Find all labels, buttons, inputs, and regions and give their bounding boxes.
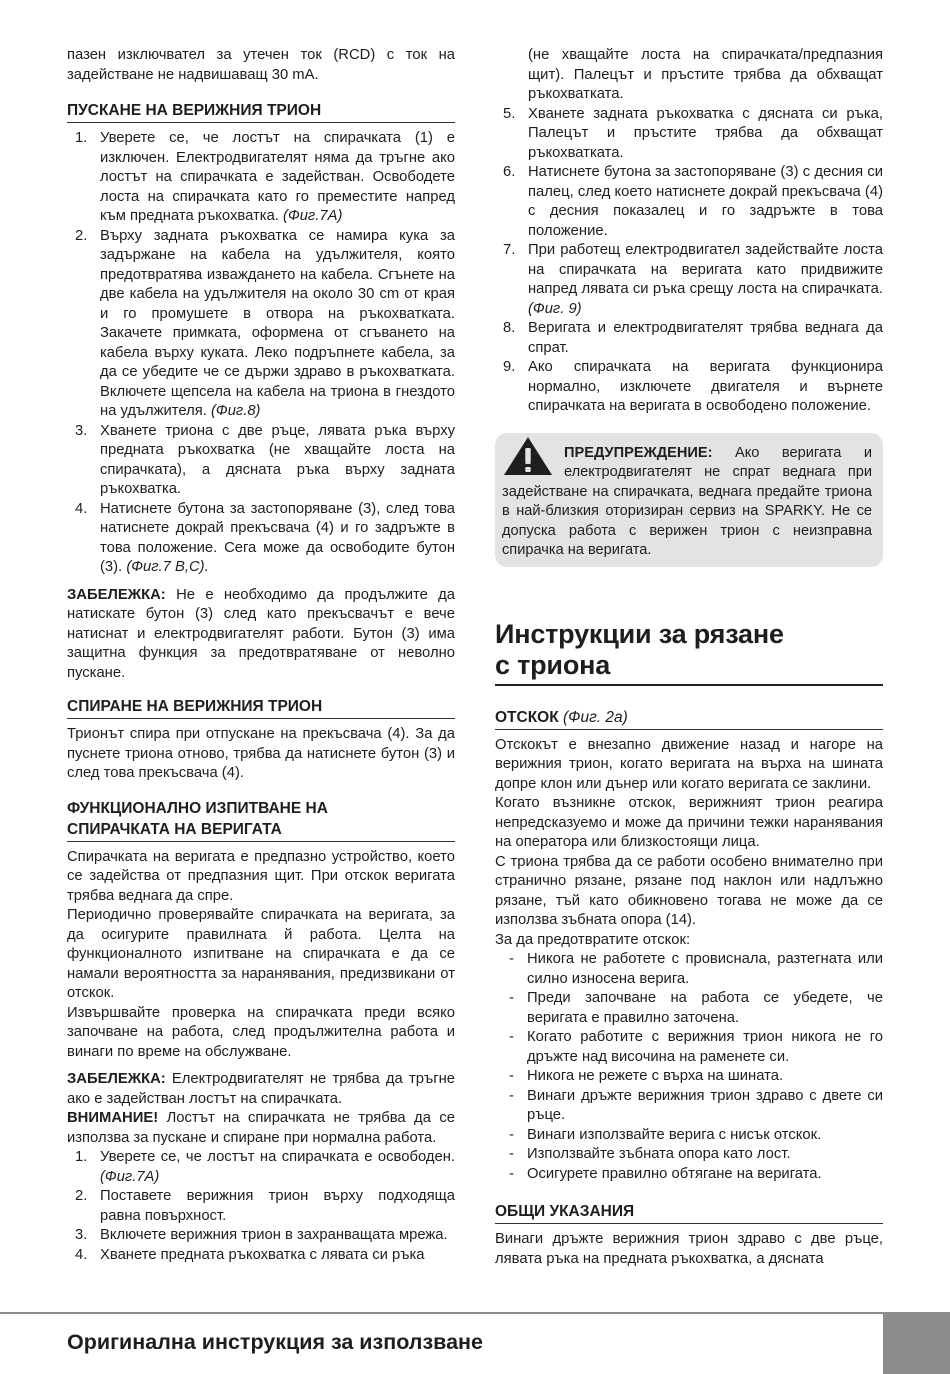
list-item-text: Хванете триона с две ръце, лявата ръка върху предната ръкохватка (не хващайте лоста на спирачката), а дясната ръка върху задната ръкохватка. (100, 422, 455, 497)
bullet-item (495, 989, 883, 1028)
section-title-cutting (495, 619, 883, 686)
list-item-number: 1. (75, 1149, 88, 1165)
list-item (495, 319, 883, 358)
heading-start-chainsaw: ПУСКАНЕ НА ВЕРИЖНИЯ ТРИОН (67, 101, 455, 123)
list-item-number: 4. (75, 1246, 88, 1263)
list-item-number: 6. (503, 164, 516, 180)
heading-kickback (495, 708, 883, 730)
list-item-text: Включете верижния трион в захранващата мрежа. (100, 1227, 448, 1243)
heading-kickback-fig: (Фиг. 2а) (558, 708, 628, 726)
list-item (495, 163, 883, 241)
list-item-text: Уверете се, че лостът на спирачката (1) е изключен. Електродвигателят няма да тръгне ако лостът на спирачката е задействан. Освободете лоста на спирачката като го преместите напред към предната ръкохватка. (100, 130, 455, 224)
dash-marker: - (509, 1029, 514, 1045)
list-item (67, 227, 455, 422)
list-item-number: 4. (75, 500, 88, 517)
list-item (67, 500, 455, 578)
list-item-text: При работещ електродвигател задействайте лоста на спирачката на веригата като придвижите напред лявата си ръка срещу лоста на спирачката. (528, 242, 883, 297)
list-item (495, 358, 883, 417)
footer-page-box (883, 1314, 950, 1374)
note-text: Електродвигателят не трябва да тръгне ако е задействан лостът на спирачката. (67, 1071, 455, 1107)
heading-stop-chainsaw: СПИРАНЕ НА ВЕРИЖНИЯ ТРИОН (67, 697, 455, 719)
heading-brake-test-line2: СПИРАЧКАТА НА ВЕРИГАТА (67, 820, 282, 838)
kickback-bullet-list (495, 950, 883, 1184)
brake-steps-continued-list (495, 46, 883, 417)
list-item-number: 1. (75, 130, 88, 146)
list-item-number: 7. (503, 242, 516, 258)
intro-paragraph: пазен изключвател за утечен ток (RCD) с ток на задействане не надвишаващ 30 mA. (67, 47, 455, 83)
list-item-text: Уверете се, че лостът на спирачката е освободен. (100, 1149, 455, 1165)
brake-paragraph-2: Периодично проверявайте спирачката на веригата, за да осигурите правилната й работа. Целта на функционалното изпитване на спирачката е да се намали вероятността за наранявания, предизвикани от отскок. (67, 907, 455, 1001)
kickback-paragraph-2: Когато възникне отскок, верижният трион реагира непредсказуемо и може да причини тежки наранявания на оператора или близкостоящи лица. (495, 795, 883, 850)
dash-marker: - (509, 1068, 514, 1084)
attention-text: Лостът на спирачката не трябва да се използва за пускане и спиране при нормална работа. (67, 1110, 455, 1146)
list-item-number: 2. (75, 1188, 88, 1204)
heading-brake-test-line1: ФУНКЦИОНАЛНО ИЗПИТВАНЕ НА (67, 799, 328, 817)
dash-marker: - (509, 990, 514, 1006)
dash-marker: - (509, 1165, 514, 1182)
list-item (67, 1226, 455, 1246)
list-item-number: 9. (503, 359, 516, 375)
dash-marker: - (509, 951, 514, 967)
list-item (495, 46, 883, 105)
bullet-text: Осигурете правилно обтягане на веригата. (527, 1165, 822, 1182)
heading-brake-test (67, 798, 455, 842)
bullet-text: Използвайте зъбната опора като лост. (527, 1146, 791, 1162)
list-item-text: Хванете предната ръкохватка с лявата си ръка (100, 1246, 425, 1263)
bullet-item (495, 950, 883, 989)
section-title-line1: Инструкции за рязане (495, 618, 784, 649)
kickback-paragraph-1: Отскокът е внезапно движение назад и нагоре на верижния трион, когато веригата на върха на шината допре клон или дънер или когато веригата се заклини. (495, 736, 883, 792)
list-item-text: Натиснете бутона за застопоряване (3) с десния си палец, след което натиснете докрай прекъсвача (4) с десния показалец и го задръжте в това положение. (528, 164, 883, 239)
warning-title: ПРЕДУПРЕЖДЕНИЕ: (564, 444, 713, 461)
right-column (495, 46, 883, 1269)
list-item-text: Веригата и електродвигателят трябва веднага да спрат. (528, 320, 883, 356)
bullet-text: Когато работите с верижния трион никога не го дръжте над височина на раменете си. (527, 1029, 883, 1065)
list-item (67, 422, 455, 500)
start-note (67, 586, 455, 684)
kickback-paragraph-4: За да предотвратите отскок: (495, 931, 691, 948)
bullet-item (495, 1087, 883, 1126)
warning-box (495, 433, 883, 567)
dash-marker: - (509, 1126, 514, 1143)
brake-paragraph-1: Спирачката на веригата е предпазно устройство, което се задейства от предпазния щит. При отскок веригата трябва веднага да спре. (67, 848, 455, 904)
bullet-text: Никога не работете с провиснала, разтегната или силно износена верига. (527, 951, 883, 987)
list-item-figure-ref: (Фиг.7A) (278, 208, 343, 224)
list-item (67, 1187, 455, 1226)
bullet-item (495, 1145, 883, 1165)
list-item (67, 1246, 455, 1266)
section-title-line2: с триона (495, 649, 611, 680)
bullet-text: Винаги използвайте верига с нисък отскок. (527, 1126, 822, 1143)
bullet-item (495, 1165, 883, 1185)
dash-marker: - (509, 1087, 514, 1104)
warning-text: Ако веригата и електродвигателят не спрат веднага при задействане на спирачката, веднага предайте триона в най-близкия оторизиран сервиз на SPARKY. Не се допуска работа с верижен трион с неизправна спирачка на веригата. (502, 444, 872, 558)
list-item (495, 241, 883, 319)
list-item-text: Натиснете бутона за застопоряване (3), след това натиснете докрай прекъсвача (4) и го задръжте в това положение. Сега може да освободите бутон (3). (100, 500, 455, 575)
list-item-text: Хванете задната ръкохватка с дясната си ръка, Палецът и пръстите трябва да обхващат ръкохватката. (528, 105, 883, 161)
list-item-number: 3. (75, 422, 88, 439)
list-item (495, 105, 883, 164)
stop-paragraph: Трионът спира при отпускане на прекъсвача (4). За да пуснете триона отново, трябва да натиснете бутон (3) и след това прекъсвача (4). (67, 726, 455, 781)
bullet-text: Никога не режете с върха на шината. (527, 1068, 784, 1084)
list-item-number: 8. (503, 320, 516, 336)
bullet-item (495, 1028, 883, 1067)
brake-attention (67, 1109, 455, 1148)
brake-note (67, 1070, 455, 1109)
list-item-text: Поставете верижния трион върху подходяща равна повърхност. (100, 1188, 455, 1224)
list-item-number: 3. (75, 1227, 88, 1243)
note-text: Не е необходимо да продължите да натискате бутон (3) след като прекъсвачът е вече натиснат и електродвигателят работи. Бутон (3) има защитна функция за предотвратяване от неволно пускане. (67, 586, 455, 681)
left-column (67, 46, 455, 1265)
brake-steps-list (67, 1148, 455, 1265)
list-item-figure-ref: (Фиг.7A) (100, 1168, 160, 1185)
bullet-text: Винаги дръжте верижния трион здраво с двете си ръце. (527, 1087, 883, 1123)
list-item (67, 1148, 455, 1187)
general-paragraph: Винаги дръжте верижния трион здраво с две ръце, лявата ръка на предната ръкохватка, а дясната (495, 1231, 883, 1267)
bullet-item (495, 1067, 883, 1087)
brake-paragraph-3: Извършвайте проверка на спирачката преди всяко започване на работа, след продължителна работа и винаги по време на обслужване. (67, 1004, 455, 1060)
list-item-text: Ако спирачката на веригата функционира нормално, изключете двигателя и върнете спирачката на веригата в освободено положение. (528, 359, 883, 414)
warning-triangle-icon (502, 435, 554, 477)
note-label: ЗАБЕЛЕЖКА: (67, 586, 166, 603)
footer-rule (0, 1312, 950, 1314)
footer-title: Оригинална инструкция за използване (67, 1330, 483, 1354)
list-item-text: (не хващайте лоста на спирачката/предпазния щит). Палецът и пръстите трябва да обхващат ръкохватката. (528, 47, 883, 102)
list-item-figure-ref: (Фиг.8) (206, 403, 261, 419)
start-steps-list (67, 129, 455, 578)
bullet-item (495, 1126, 883, 1146)
list-item-text: Върху задната ръкохватка се намира кука за задържане на кабела на удължителя, която предотвратява изваждането на кабела. Сгънете на две кабела на удължителя на около 30 cm от края и го промушете в отвора на ръкохватката. Закачете примката, оформена от сгъването на кабела върху куката. Леко подръпнете кабела, за да се убедите че се държи здраво в ръкохватката. Включете щепсела на кабела на триона в гнездото на удължителя. (100, 227, 455, 419)
note-label: ЗАБЕЛЕЖКА: (67, 1071, 166, 1087)
list-item (67, 129, 455, 227)
list-item-figure-ref: (Фиг.7 B,C). (122, 559, 209, 575)
attention-label: ВНИМАНИЕ! (67, 1110, 159, 1126)
list-item-number: 2. (75, 227, 88, 244)
kickback-paragraph-3: С триона трябва да се работи особено внимателно при странично рязане, рязане под наклон или надлъжно рязане, тъй като обикновено тогава не може да се използва зъбната опора (14). (495, 853, 883, 928)
bullet-text: Преди започване на работа се убедете, че веригата е правилно заточена. (527, 990, 883, 1026)
list-item-figure-ref: (Фиг. 9) (528, 300, 582, 317)
heading-general: ОБЩИ УКАЗАНИЯ (495, 1202, 883, 1224)
list-item-number: 5. (503, 105, 516, 122)
dash-marker: - (509, 1146, 514, 1162)
heading-kickback-text: ОТСКОК (495, 708, 559, 726)
warning-text-block (502, 435, 872, 561)
